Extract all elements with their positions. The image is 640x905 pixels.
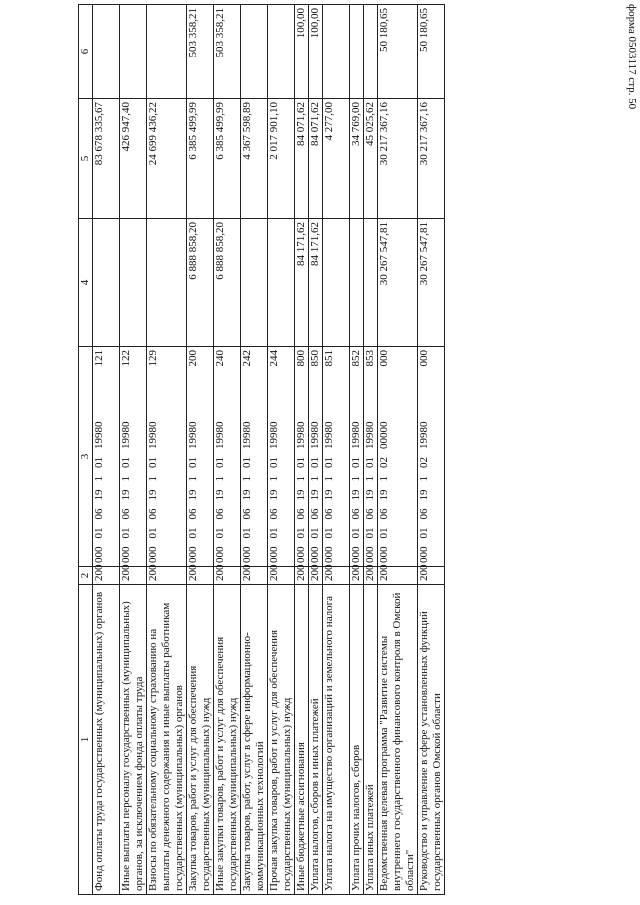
budget-code [364, 350, 377, 563]
budget-code [295, 350, 308, 563]
code-part: 01 [241, 527, 253, 539]
code-part: 800 [295, 350, 307, 367]
code-part: 02 [378, 457, 390, 468]
line-code-cell: 200 [418, 567, 445, 585]
amount-col6 [147, 5, 187, 99]
amount-col4 [364, 219, 378, 347]
budget-code-cell [295, 347, 309, 567]
table-body [93, 5, 445, 895]
code-part: 06 [187, 508, 199, 520]
budget-code [147, 350, 160, 563]
budget-code [350, 350, 363, 563]
code-part: 19 [214, 489, 226, 501]
code-part: 000 [309, 546, 321, 563]
code-part: 19980 [187, 421, 199, 449]
amount-col6 [268, 5, 295, 99]
amount-col6: 100,00 [295, 5, 309, 99]
amount-col5: 4 277,00 [323, 99, 350, 219]
table-row [418, 5, 445, 895]
code-part: 06 [93, 508, 105, 520]
code-part: 1 [147, 476, 159, 482]
budget-code-cell [309, 347, 323, 567]
line-code-cell: 200 [241, 567, 268, 585]
amount-col4: 30 267 547,81 [418, 219, 445, 347]
amount-col5: 45 025,62 [364, 99, 378, 219]
amount-col4: 84 171,62 [295, 219, 309, 347]
amount-col4: 84 171,62 [309, 219, 323, 347]
code-part: 19980 [309, 421, 321, 449]
line-code-cell: 200 [93, 567, 120, 585]
line-code-cell: 200 [378, 567, 418, 585]
code-part: 852 [350, 350, 362, 367]
table-row [147, 5, 187, 895]
code-part: 06 [350, 508, 362, 520]
table-row [214, 5, 241, 895]
budget-code [120, 350, 133, 563]
budget-code-cell [364, 347, 378, 567]
report-table [78, 4, 445, 895]
code-part: 01 [214, 457, 226, 468]
budget-code-cell [93, 347, 120, 567]
code-part: 06 [418, 508, 430, 520]
code-part: 01 [120, 527, 132, 539]
code-part: 244 [268, 350, 280, 367]
amount-col6: 503 358,21 [214, 5, 241, 99]
budget-code-cell [147, 347, 187, 567]
code-part: 1 [418, 476, 430, 482]
code-part: 00000 [378, 421, 390, 449]
report-table-rotated [78, 5, 616, 895]
code-part: 01 [93, 457, 105, 468]
row-name-cell: Иные бюджетные ассигнования [295, 585, 309, 895]
line-code-cell: 200 [147, 567, 187, 585]
amount-col5: 84 071,62 [309, 99, 323, 219]
amount-col5: 34 769,00 [350, 99, 364, 219]
code-part: 000 [268, 546, 280, 563]
code-part: 000 [214, 546, 226, 563]
budget-code-cell [214, 347, 241, 567]
row-name-cell: Иные выплаты персоналу государственных (муниципальных) органов, за исключением фонда оплаты труда [120, 585, 147, 895]
code-part: 1 [378, 476, 390, 482]
form-label: форма 0503117 стр. 50 [626, 4, 638, 110]
code-part: 01 [323, 457, 335, 468]
code-part: 1 [309, 476, 321, 482]
code-part: 1 [350, 476, 362, 482]
code-part: 06 [147, 508, 159, 520]
code-part: 01 [295, 527, 307, 539]
amount-col5: 426 947,40 [120, 99, 147, 219]
row-name-cell: Прочая закупка товаров, работ и услуг для обеспечения государственных (муниципальных) нужд [268, 585, 295, 895]
amount-col4 [147, 219, 187, 347]
code-part: 01 [147, 527, 159, 539]
amount-col4 [120, 219, 147, 347]
budget-code-cell [323, 347, 350, 567]
code-part: 06 [378, 508, 390, 520]
code-part: 1 [120, 476, 132, 482]
header-cell: 2 [79, 567, 93, 585]
header-cell: 3 [79, 347, 93, 567]
code-part: 240 [214, 350, 226, 367]
header-cell: 6 [79, 5, 93, 99]
code-part: 01 [187, 457, 199, 468]
budget-code [418, 350, 431, 563]
code-part: 000 [187, 546, 199, 563]
code-part: 000 [295, 546, 307, 563]
amount-col6 [120, 5, 147, 99]
code-part: 01 [120, 457, 132, 468]
code-part: 06 [323, 508, 335, 520]
code-part: 19 [295, 489, 307, 501]
code-part: 200 [187, 350, 199, 367]
table-row [323, 5, 350, 895]
amount-col5: 24 699 436,22 [147, 99, 187, 219]
amount-col6 [93, 5, 120, 99]
amount-col4 [93, 219, 120, 347]
row-name-cell: Уплата налогов, сборов и иных платежей [309, 585, 323, 895]
budget-code-cell [268, 347, 295, 567]
code-part: 000 [418, 546, 430, 563]
table-row [295, 5, 309, 895]
code-part: 06 [214, 508, 226, 520]
code-part: 1 [268, 476, 280, 482]
code-part: 000 [378, 546, 390, 563]
code-part: 129 [147, 350, 159, 367]
code-part: 19 [268, 489, 280, 501]
amount-col6: 100,00 [309, 5, 323, 99]
code-part: 01 [93, 527, 105, 539]
code-part: 01 [378, 527, 390, 539]
code-part: 06 [120, 508, 132, 520]
code-part: 19 [147, 489, 159, 501]
table-row [268, 5, 295, 895]
code-part: 01 [309, 457, 321, 468]
line-code-cell: 200 [214, 567, 241, 585]
code-part: 06 [241, 508, 253, 520]
table-row [241, 5, 268, 895]
row-name-cell: Уплата иных платежей [364, 585, 378, 895]
code-part: 19980 [268, 421, 280, 449]
code-part: 19980 [147, 421, 159, 449]
code-part: 19 [187, 489, 199, 501]
code-part: 19 [378, 489, 390, 501]
code-part: 19980 [120, 421, 132, 449]
code-part: 1 [241, 476, 253, 482]
table-row [364, 5, 378, 895]
budget-code [268, 350, 281, 563]
code-part: 1 [93, 476, 105, 482]
code-part: 06 [364, 508, 376, 520]
code-part: 000 [364, 546, 376, 563]
code-part: 1 [295, 476, 307, 482]
budget-code-cell [350, 347, 364, 567]
amount-col4: 6 888 858,20 [214, 219, 241, 347]
code-part: 01 [350, 457, 362, 468]
code-part: 000 [147, 546, 159, 563]
code-part: 19980 [364, 421, 376, 449]
code-part: 853 [364, 350, 376, 367]
row-name-cell: Закупка товаров, работ и услуг для обеспечения государственных (муниципальных) нужд [187, 585, 214, 895]
code-part: 121 [93, 350, 105, 367]
code-part: 1 [187, 476, 199, 482]
amount-col4 [350, 219, 364, 347]
table-row [350, 5, 364, 895]
code-part: 19980 [295, 421, 307, 449]
line-code-cell: 200 [323, 567, 350, 585]
code-part: 06 [268, 508, 280, 520]
table-row [93, 5, 120, 895]
amount-col4 [323, 219, 350, 347]
code-part: 851 [323, 350, 335, 367]
amount-col4 [241, 219, 268, 347]
line-code-cell: 200 [364, 567, 378, 585]
code-part: 01 [147, 457, 159, 468]
code-part: 000 [120, 546, 132, 563]
code-part: 19980 [350, 421, 362, 449]
code-part: 19 [350, 489, 362, 501]
budget-code [214, 350, 227, 563]
line-code-cell: 200 [187, 567, 214, 585]
code-part: 01 [214, 527, 226, 539]
budget-code [323, 350, 336, 563]
amount-col6 [241, 5, 268, 99]
line-code-cell: 200 [350, 567, 364, 585]
row-name-cell: Уплата прочих налогов, сборов [350, 585, 364, 895]
code-part: 1 [214, 476, 226, 482]
code-part: 19 [364, 489, 376, 501]
row-name-cell: Закупка товаров, работ, услуг в сфере информационно-коммуникационных технологий [241, 585, 268, 895]
amount-col6: 50 180,65 [418, 5, 445, 99]
amount-col6 [323, 5, 350, 99]
budget-code-cell [241, 347, 268, 567]
code-part: 01 [295, 457, 307, 468]
amount-col5: 6 385 499,99 [187, 99, 214, 219]
code-part: 1 [323, 476, 335, 482]
line-code-cell: 200 [295, 567, 309, 585]
row-name-cell: Ведомственная целевая программа "Развитие системы внутреннего государственного финансового контроля в Омской области" [378, 585, 418, 895]
budget-code [187, 350, 200, 563]
code-part: 01 [309, 527, 321, 539]
code-part: 01 [268, 457, 280, 468]
code-part: 19 [93, 489, 105, 501]
code-part: 01 [350, 527, 362, 539]
code-part: 1 [364, 476, 376, 482]
budget-code-cell [120, 347, 147, 567]
row-name-cell: Взносы по обязательному социальному страхованию на выплаты денежного содержания и иные выплаты работникам государственных (муниципальных) органов [147, 585, 187, 895]
code-part: 19980 [323, 421, 335, 449]
code-part: 19980 [241, 421, 253, 449]
code-part: 000 [418, 350, 430, 367]
code-part: 000 [241, 546, 253, 563]
code-part: 19 [309, 489, 321, 501]
budget-code-cell [378, 347, 418, 567]
amount-col6 [364, 5, 378, 99]
code-part: 242 [241, 350, 253, 367]
table-row [120, 5, 147, 895]
amount-col5: 4 367 598,89 [241, 99, 268, 219]
code-part: 19 [120, 489, 132, 501]
line-code-cell: 200 [268, 567, 295, 585]
code-part: 06 [309, 508, 321, 520]
line-code-cell: 200 [309, 567, 323, 585]
table-row [378, 5, 418, 895]
header-cell: 1 [79, 585, 93, 895]
amount-col5: 83 678 335,67 [93, 99, 120, 219]
code-part: 01 [418, 527, 430, 539]
code-part: 01 [364, 457, 376, 468]
row-name-cell: Фонд оплаты труда государственных (муниципальных) органов [93, 585, 120, 895]
code-part: 19 [323, 489, 335, 501]
amount-col5: 30 217 367,16 [378, 99, 418, 219]
code-part: 000 [323, 546, 335, 563]
code-part: 02 [418, 457, 430, 468]
header-cell: 4 [79, 219, 93, 347]
amount-col5: 6 385 499,99 [214, 99, 241, 219]
header-row [79, 5, 93, 895]
amount-col6: 503 358,21 [187, 5, 214, 99]
amount-col4 [268, 219, 295, 347]
budget-code [93, 350, 106, 563]
code-part: 19980 [214, 421, 226, 449]
code-part: 01 [187, 527, 199, 539]
code-part: 01 [241, 457, 253, 468]
amount-col5: 2 017 901,10 [268, 99, 295, 219]
amount-col5: 30 217 367,16 [418, 99, 445, 219]
code-part: 01 [268, 527, 280, 539]
code-part: 06 [295, 508, 307, 520]
budget-code [309, 350, 322, 563]
code-part: 19 [241, 489, 253, 501]
row-name-cell: Руководство и управление в сфере установленных функций государственных органов Омской области [418, 585, 445, 895]
header-cell: 5 [79, 99, 93, 219]
code-part: 850 [309, 350, 321, 367]
code-part: 01 [364, 527, 376, 539]
table-row [187, 5, 214, 895]
budget-code [378, 350, 391, 563]
line-code-cell: 200 [120, 567, 147, 585]
code-part: 19 [418, 489, 430, 501]
code-part: 000 [93, 546, 105, 563]
code-part: 01 [323, 527, 335, 539]
budget-code-cell [187, 347, 214, 567]
code-part: 19980 [418, 421, 430, 449]
code-part: 122 [120, 350, 132, 367]
row-name-cell: Уплата налога на имущество организаций и земельного налога [323, 585, 350, 895]
table-row [309, 5, 323, 895]
code-part: 000 [378, 350, 390, 367]
code-part: 000 [350, 546, 362, 563]
code-part: 19980 [93, 421, 105, 449]
amount-col5: 84 071,62 [295, 99, 309, 219]
budget-code [241, 350, 254, 563]
amount-col4: 6 888 858,20 [187, 219, 214, 347]
row-name-cell: Иные закупки товаров, работ и услуг для обеспечения государственных (муниципальных) нужд [214, 585, 241, 895]
amount-col6 [350, 5, 364, 99]
amount-col4: 30 267 547,81 [378, 219, 418, 347]
budget-code-cell [418, 347, 445, 567]
amount-col6: 50 180,65 [378, 5, 418, 99]
